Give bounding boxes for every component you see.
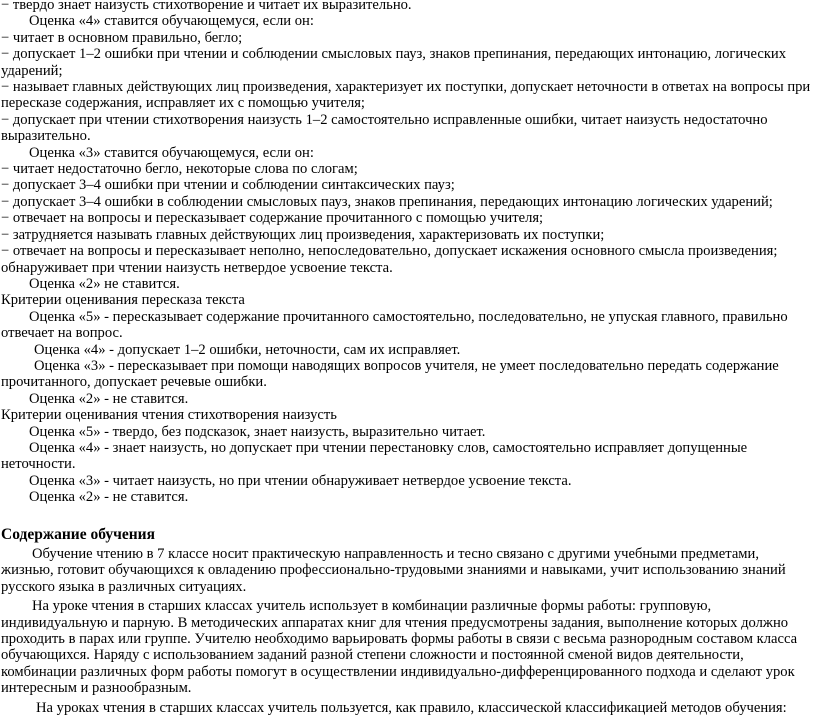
retelling-grade-3: Оценка «3» - пересказывает при помощи наводящих вопросов учителя, не умеет последовательно передать содержание прочитанного, допускает речевые ошибки. — [1, 357, 779, 391]
grade-2-note: Оценка «2» не ставится. — [29, 275, 180, 292]
poem-grade-2: Оценка «2» - не ставится. — [29, 489, 189, 506]
retelling-criteria-title: Критерии оценивания пересказа текста — [1, 292, 245, 309]
criteria-line: − допускает при чтении стихотворения наизусть 1–2 самостоятельно исправленные ошибки, читает наизусть недостаточно выразительно. — [1, 111, 768, 145]
criteria-line: − допускает 3–4 ошибки при чтении и соблюдении синтаксических пауз; — [1, 177, 455, 194]
section-paragraph: На уроках чтения в старших классах учитель пользуется, как правило, классической классификацией методов обучения: — [36, 699, 787, 716]
criteria-line: − допускает 1–2 ошибки при чтении и соблюдении смысловых пауз, знаков препинания, передающих интонацию, логических ударений; — [1, 46, 787, 79]
retelling-grade-4: Оценка «4» - допускает 1–2 ошибки, неточности, сам их исправляет. — [34, 341, 461, 358]
retelling-grade-2: Оценка «2» - не ставится. — [29, 390, 189, 407]
section-paragraph: Обучение чтению в 7 классе носит практическую направленность и тесно связано с другими учебными предметами, жизнью, готовит обучающихся к овладению профессионально-трудовыми знаниями и навыками, учит использованию знаний русского языка в различных ситуациях. — [1, 546, 786, 595]
criteria-line: − называет главных действующих лиц произведения, характеризует их поступки, допускает неточности в ответах на вопросы при пересказе содержания, исправляет их с помощью учителя; — [1, 79, 811, 112]
section-paragraph: На уроке чтения в старших классах учитель использует в комбинации различные формы работы: групповую, индивидуальную и парную. В методических аппаратах книг для чтения предусмотрены задания, выполнение которых должно проходить в парах или группе. Учителю необходимо варьировать формы работы в связи с весьма разнородным составом класса обучающихся. Наряду с использованием заданий разной степени сложности и постоянной сменой видов деятельности, комбинации различных форм работы помогут в осуществлении индивидуально-дифференцированного подхода и сделают урок интересным и разнообразным. — [1, 598, 798, 697]
grade-4-heading: Оценка «4» ставится обучающемуся, если он: — [29, 13, 314, 30]
criteria-line: − читает в основном правильно, бегло; — [1, 29, 243, 46]
criteria-line: − допускает 3–4 ошибки в соблюдении смысловых пауз, знаков препинания, передающих интонацию логических ударений; — [1, 193, 773, 210]
criteria-line: − отвечает на вопросы и пересказывает неполно, непоследовательно, допускает искажения основного смысла произведения; обнаруживает при чтении наизусть нетвердое усвоение текста. — [1, 243, 778, 276]
section-heading: Содержание обучения — [1, 525, 155, 543]
poem-grade-4: Оценка «4» - знает наизусть, но допускает при чтении перестановку слов, самостоятельно исправляет допущенные неточности. — [1, 439, 748, 473]
grade-3-heading: Оценка «3» ставится обучающемуся, если он: — [29, 144, 314, 161]
poem-grade-3: Оценка «3» - читает наизусть, но при чтении обнаруживает нетвердое усвоение текста. — [29, 472, 572, 489]
blank-line — [0, 506, 816, 523]
poem-criteria-title: Критерии оценивания чтения стихотворения наизусть — [1, 407, 337, 424]
criteria-line: − затрудняется называть главных действующих лиц произведения, характеризовать их поступки; — [1, 226, 605, 243]
criteria-line: − отвечает на вопросы и пересказывает содержание прочитанного с помощью учителя; — [1, 210, 544, 227]
criteria-line: − твердо знает наизусть стихотворение и читает их выразительно. — [1, 0, 412, 13]
poem-grade-5: Оценка «5» - твердо, без подсказок, знает наизусть, выразительно читает. — [29, 423, 486, 440]
retelling-grade-5: Оценка «5» - пересказывает содержание прочитанного самостоятельно, последовательно, не упуская главного, правильно отвечает на вопрос. — [1, 308, 788, 342]
criteria-line: − читает недостаточно бегло, некоторые слова по слогам; — [1, 161, 358, 178]
